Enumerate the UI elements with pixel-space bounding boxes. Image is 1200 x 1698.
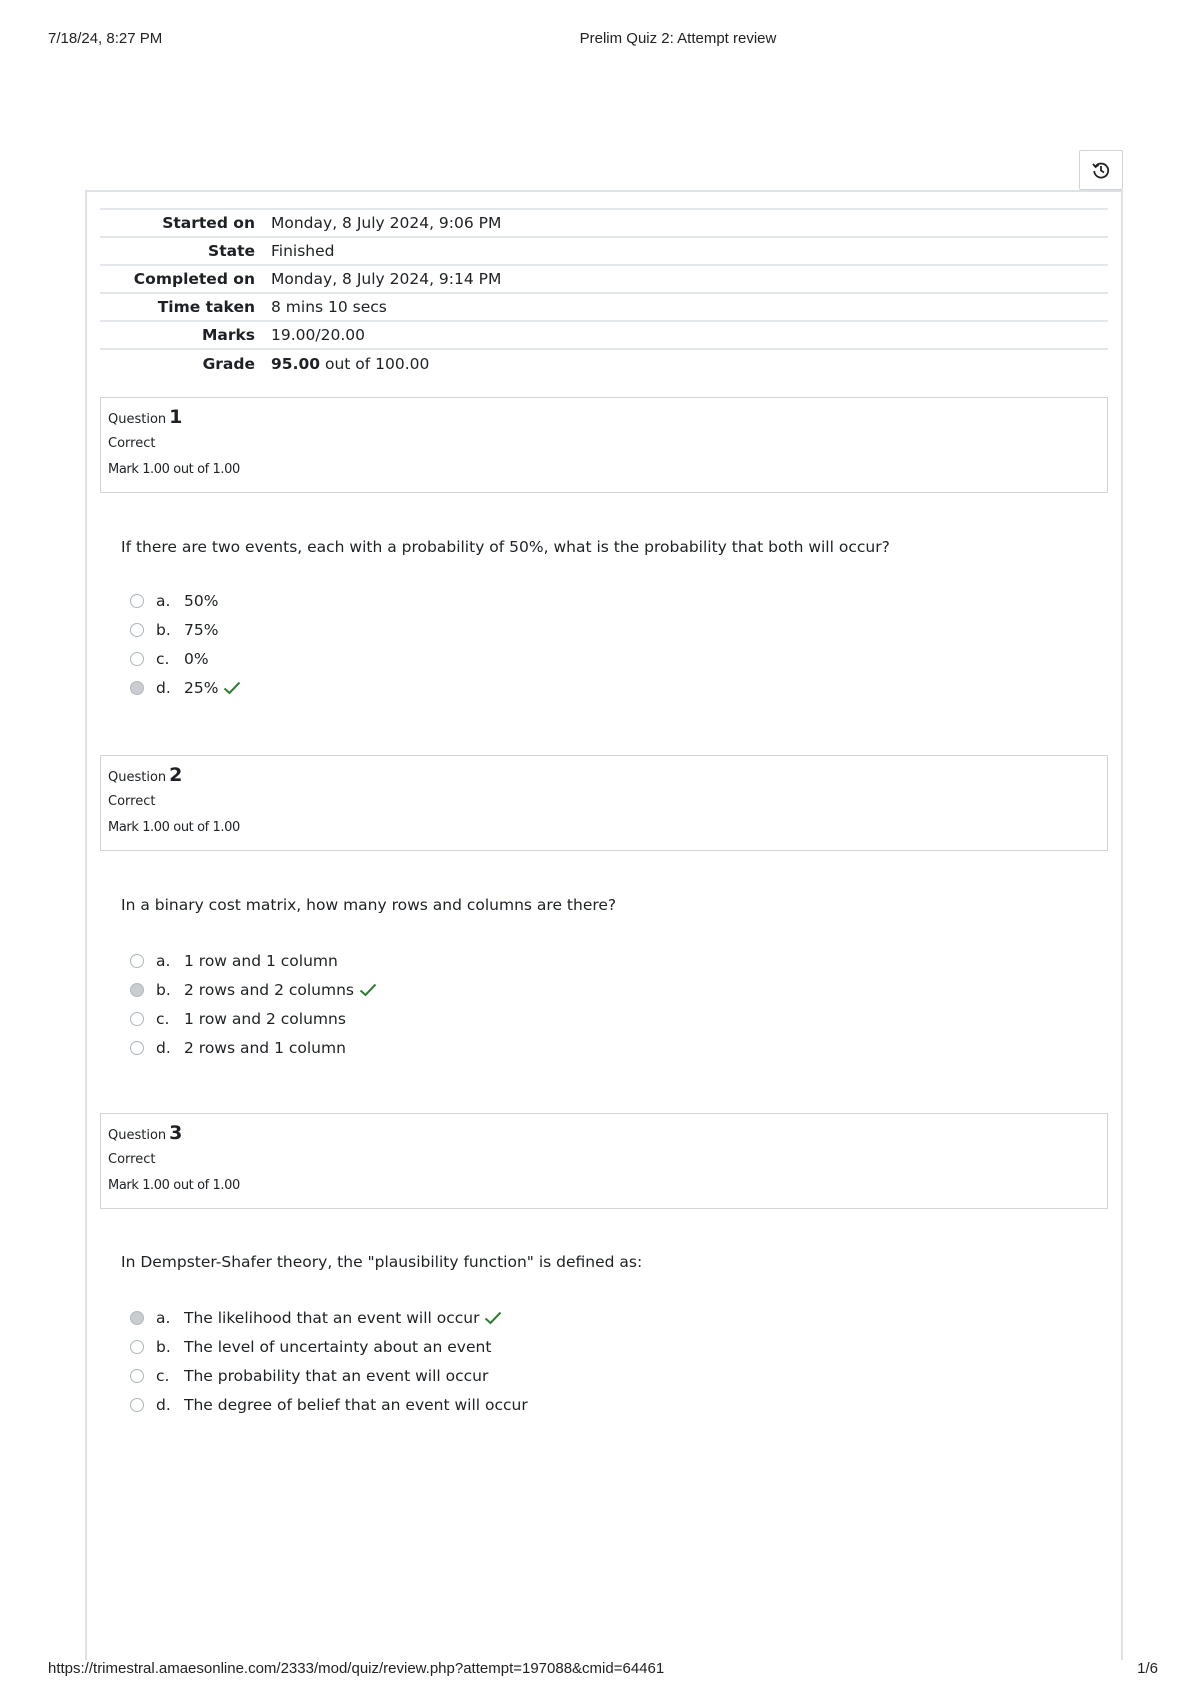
question-text-2: In a binary cost matrix, how many rows and columns are there? <box>121 896 617 914</box>
radio-button[interactable] <box>130 1012 144 1026</box>
print-title: Prelim Quiz 2: Attempt review <box>579 30 777 47</box>
answer-text: The level of uncertainty about an event <box>184 1337 492 1356</box>
answer-text: The degree of belief that an event will occur <box>184 1395 528 1414</box>
print-url: https://trimestral.amaesonline.com/2333/mod/quiz/review.php?attempt=197088&cmid=64461 <box>48 1660 665 1677</box>
answer-letter: d. <box>156 1038 171 1057</box>
page-number: 1/6 <box>1137 1660 1158 1677</box>
answer-letter: b. <box>156 1337 171 1356</box>
summary-value: 19.00/20.00 <box>271 326 365 344</box>
answer-letter: b. <box>156 620 171 639</box>
answer-list-1 <box>130 586 730 702</box>
radio-button-checked[interactable] <box>130 1311 144 1325</box>
answer-option[interactable] <box>130 946 730 975</box>
question-number-value: 1 <box>169 406 183 428</box>
answer-letter: d. <box>156 1395 171 1414</box>
answer-letter: a. <box>156 951 171 970</box>
question-info-2 <box>100 755 1108 851</box>
radio-button[interactable] <box>130 623 144 637</box>
summary-row-grade <box>100 350 1108 378</box>
check-icon <box>484 1311 502 1325</box>
answer-option[interactable] <box>130 615 730 644</box>
answer-letter: c. <box>156 1366 170 1385</box>
question-grade: Mark 1.00 out of 1.00 <box>108 1178 240 1193</box>
summary-row-time-taken <box>100 294 1108 322</box>
answer-text: The probability that an event will occur <box>184 1366 489 1385</box>
answer-letter: b. <box>156 980 171 999</box>
answer-letter: c. <box>156 649 170 668</box>
answer-option[interactable] <box>130 1332 730 1361</box>
question-number <box>108 764 1100 788</box>
answer-text: 25% <box>184 678 219 697</box>
question-number-value: 2 <box>169 764 183 786</box>
question-text-3: In Dempster-Shafer theory, the "plausibility function" is defined as: <box>121 1253 643 1271</box>
summary-value: Finished <box>271 242 335 260</box>
answer-option[interactable] <box>130 644 730 673</box>
grade-out-of: out of 100.00 <box>320 355 430 373</box>
answer-letter: d. <box>156 678 171 697</box>
answer-text: 2 rows and 2 columns <box>184 980 354 999</box>
print-header <box>48 30 1158 50</box>
radio-button[interactable] <box>130 1369 144 1383</box>
summary-label: State <box>208 242 255 260</box>
grade-score: 95.00 <box>271 355 321 373</box>
summary-value: 8 mins 10 secs <box>271 298 387 316</box>
answer-option[interactable] <box>130 586 730 615</box>
answer-option[interactable] <box>130 1033 730 1062</box>
radio-button[interactable] <box>130 652 144 666</box>
question-number <box>108 406 1100 430</box>
radio-button[interactable] <box>130 594 144 608</box>
question-text-1: If there are two events, each with a probability of 50%, what is the probability that both will occur? <box>121 538 890 556</box>
question-label: Question <box>108 1128 167 1143</box>
summary-row-completed-on <box>100 266 1108 294</box>
check-icon <box>359 983 377 997</box>
radio-button[interactable] <box>130 954 144 968</box>
print-date: 7/18/24, 8:27 PM <box>48 30 163 47</box>
question-state: Correct <box>108 794 156 809</box>
question-info-3 <box>100 1113 1108 1209</box>
summary-label: Started on <box>162 214 255 232</box>
question-label: Question <box>108 770 167 785</box>
attempt-summary-table <box>100 208 1108 378</box>
answer-text: 1 row and 1 column <box>184 951 338 970</box>
radio-button[interactable] <box>130 1340 144 1354</box>
radio-button[interactable] <box>130 1398 144 1412</box>
question-number-value: 3 <box>169 1122 183 1144</box>
question-state: Correct <box>108 1152 156 1167</box>
summary-label: Time taken <box>157 298 255 316</box>
question-info-1 <box>100 397 1108 493</box>
answer-option[interactable] <box>130 1004 730 1033</box>
question-number <box>108 1122 1100 1146</box>
answer-list-3 <box>130 1303 730 1419</box>
history-button[interactable] <box>1079 150 1123 190</box>
print-footer <box>48 1660 1158 1680</box>
summary-row-state <box>100 238 1108 266</box>
answer-list-2 <box>130 946 730 1062</box>
question-label: Question <box>108 412 167 427</box>
summary-value <box>255 355 429 373</box>
answer-letter: a. <box>156 1308 171 1327</box>
answer-option[interactable] <box>130 1361 730 1390</box>
history-icon <box>1091 160 1111 180</box>
answer-text: 75% <box>184 620 219 639</box>
answer-option-selected[interactable] <box>130 1303 730 1332</box>
summary-row-marks <box>100 322 1108 350</box>
question-state: Correct <box>108 436 156 451</box>
answer-letter: a. <box>156 591 171 610</box>
radio-button-checked[interactable] <box>130 983 144 997</box>
check-icon <box>223 681 241 695</box>
radio-button[interactable] <box>130 1041 144 1055</box>
summary-row-started-on <box>100 210 1108 238</box>
answer-letter: c. <box>156 1009 170 1028</box>
summary-label: Completed on <box>133 270 255 288</box>
summary-value: Monday, 8 July 2024, 9:06 PM <box>271 214 502 232</box>
answer-text: 50% <box>184 591 219 610</box>
answer-text: 0% <box>184 649 209 668</box>
answer-text: The likelihood that an event will occur <box>184 1308 480 1327</box>
answer-option-selected[interactable] <box>130 673 730 702</box>
question-grade: Mark 1.00 out of 1.00 <box>108 462 240 477</box>
answer-option[interactable] <box>130 1390 730 1419</box>
answer-option-selected[interactable] <box>130 975 730 1004</box>
answer-text: 1 row and 2 columns <box>184 1009 346 1028</box>
answer-text: 2 rows and 1 column <box>184 1038 346 1057</box>
summary-label: Grade <box>202 355 255 373</box>
summary-value: Monday, 8 July 2024, 9:14 PM <box>271 270 502 288</box>
radio-button-checked[interactable] <box>130 681 144 695</box>
summary-label: Marks <box>201 326 255 344</box>
question-grade: Mark 1.00 out of 1.00 <box>108 820 240 835</box>
